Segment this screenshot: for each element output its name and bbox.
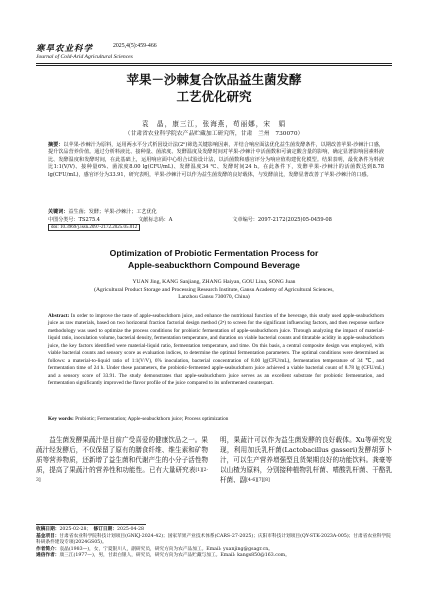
revised-label: 修订日期： — [93, 527, 117, 532]
abstract-en-text: In order to improve the taste of apple-seabuckthorn juice, and enhance the nutritional function of the beverage, this study used apple-seabuckthorn juice as raw materials, based on two horizontal fraction factorial design method (2ⁿ) to screen for the significant influencing factors, and then response surface methodology was used to optimize the process conditions for probiotic fermentation of apple-seabuckthorn juice. Through analyzing the impact of material-liquid ratio, inoculation volume, bacterial density, fermentation temperature, and duration on viable bacterial counts and titratable acidity in apple-seabuckthorn juice, the key factors identified were material-liquid ratio, fermentation temperature, and time. On this basis, a central composite design was employed, with viable bacterial counts and sensory score as evaluation indices, to determine the optimal fermentation parameters. The optimal conditions were determined as follows: a material-to-liquid ratio of 1:1(V/V), 6% inoculation, bacterial concentration of 8.00 lg(CFU/mL), fermentation temperature of 34 ℃, and fermentation time of 24 h. Under these parameters, the probiotic-fermented apple-seabuckthorn juice achieved a viable bacterial count of 8.78 lg (CFU/mL) and a sensory score of 33.91. The study demonstrates that apple-seabuckthorn juice serves as an excellent substrate for probiotic fermentation, and fermentation significantly improved the flavor profile of the juice compared to its unfermented counterpart. — [48, 313, 385, 387]
keywords-en-label: Key words: — [48, 416, 74, 422]
clc-value: TS275.4 — [78, 217, 101, 223]
citation-ref[interactable]: [8] — [263, 477, 270, 483]
doc-value: A — [168, 217, 173, 223]
header-rule-thin — [36, 65, 392, 66]
journal-name-en: Journal of Cold-Arid Agricultural Sciences — [36, 54, 133, 60]
footnote-corresponding — [36, 553, 392, 560]
abstract-cn — [48, 142, 384, 179]
authors-en: YUAN Jing, KANG Sanjiang, ZHANG Haiyan, GOU Lina, SONG Juan — [132, 279, 296, 285]
revised-date: 2025-04-28 — [116, 527, 145, 532]
body-column-right — [220, 436, 392, 486]
journal-volume-info: 2025,4(5):459-466 — [113, 43, 157, 49]
keywords-cn-text: 益生菌；发酵；苹果-沙棘汁；工艺优化 — [68, 209, 157, 215]
citation-ref[interactable]: [4-6] — [246, 477, 257, 483]
author-bio-text: 袁晶(1983—)，女，宁夏银川人，副研究员，研究方向为农产品加工。Email: yuanjing@gsagr.cn。 — [59, 546, 273, 552]
journal-name-cn: 寒旱农业科学 — [36, 44, 94, 54]
clc-label: 中图分类号： — [48, 217, 79, 223]
affiliation-cn: （甘肃省农业科学院农产品贮藏加工研究所，甘肃 兰州 730070） — [124, 131, 304, 137]
footnote-fund — [36, 534, 392, 547]
abstract-cn-text: 以苹果-沙棘汁为原料，运用两水平分式析因设计法(2ⁿ)筛选关键影响因素，并结合响应面法优化益生菌发酵条件，以期改善苹果-沙棘汁口感，提升饮品营养价值。通过分析料液比、接种量、菌浓度、发酵温度及发酵时间对苹果-沙棘汁中活菌数和可滴定酸含量的影响，确定显著影响因素料液比、发酵温度和发酵时间，在此基础上，运用响应面中心组合试验设计法，以活菌数和感官评分为响应值构建优化模型。结果表明，最优条件为料液比1:1(V/V)、接种量6%、菌浓度8.00 lg(CFU/mL)、发酵温度34 ℃、发酵时间24 h。在此条件下，发酵苹果-沙棘汁的活菌数达到8.78 lg(CFU/mL)，感官评分为33.91，研究表明，苹果-沙棘汁可以作为益生菌发酵的良好载体，与发酵前比，发酵显著改善了苹果-沙棘汁的口感。 — [48, 142, 384, 178]
header-rule — [36, 63, 392, 64]
title-en-line1: Optimization of Probiotic Fermentation Process for — [109, 248, 319, 258]
doc-label: 文献标志码： — [138, 217, 169, 223]
body-column-left — [36, 436, 208, 486]
article-label: 文章编号： — [232, 217, 258, 223]
abstract-cn-label: 摘要： — [48, 142, 64, 148]
footnote-rule — [36, 524, 146, 525]
body-left-text: 益生菌发酵果蔬汁是目前广受喜爱的健康饮品之一。果蔬汁经发酵后，不仅保留了原有的膳食纤维、维生素和矿物质等营养物质，还新增了益生菌和代谢产生的小分子活性物质，提高了果蔬汁的营养性和功能性。已有大量研究表 — [36, 436, 208, 474]
body-right-text: 明，果蔬汁可以作为益生菌发酵的良好载体。Xu等研究发现，利用加氏乳杆菌(Lactobacillus gasseri)发酵胡萝卜汁，可以生产营养增强型且货架期良好的功能饮料。龚豪等以山楂为原料，分别接种植物乳杆菌、嗜酸乳杆菌、干酪乳杆菌、副 — [220, 436, 392, 484]
title-cn — [36, 71, 392, 105]
corresponding-label: 通信作者： — [36, 553, 60, 559]
footnotes — [36, 527, 392, 560]
classification-row — [48, 216, 384, 223]
title-en — [36, 248, 392, 271]
affiliation-en-line2: Lanzhou Gansu 730070, China) — [178, 294, 250, 301]
received-label: 收稿日期： — [36, 527, 60, 532]
authors-cn: 袁 晶，康三江，张海燕，苟丽娜，宋 娟 — [141, 120, 287, 128]
keywords-en — [48, 416, 384, 422]
fund-label: 基金项目： — [36, 533, 60, 539]
keywords-cn — [48, 208, 384, 215]
title-en-line2: Apple-seabuckthorn Compound Beverage — [128, 259, 300, 270]
body-paragraph — [220, 436, 392, 486]
title-cn-line2: 工艺优化研究 — [176, 89, 252, 104]
received-date: 2025-02-28； — [59, 527, 89, 532]
abstract-en-label: Abstract: — [48, 313, 70, 319]
affiliation-en-line1: (Agricultural Product Storage and Processing Research Institute, Gansu Academy of Agricultural Sciences, — [94, 287, 334, 293]
doi-box[interactable]: doi: 10.3969/j.issn.2097-2172.2025.05.012 — [48, 224, 140, 231]
citation-ref[interactable]: [7] — [256, 477, 264, 483]
fund-text: 甘肃省农业科学院科技计划项目(GNKJ-2024-42)；国家苹果产业技术体系(CARS-27-2025)；庆阳市科技计划项目(QY-STK-2023A-005)；甘肃省农业科学院科研条件建设专项(2024GS05)。 — [36, 533, 391, 546]
article-value: 2097-2172(2025)05-0459-08 — [257, 217, 332, 223]
citation-ref[interactable]: [1] — [195, 467, 202, 473]
author-bio-label: 作者简介： — [36, 546, 60, 552]
title-cn-line1: 苹果－沙棘复合饮品益生菌发酵 — [126, 72, 302, 87]
keywords-cn-label: 关键词： — [48, 209, 69, 215]
footnote-dates — [36, 527, 392, 534]
citation-ref[interactable]: [2-3] — [36, 467, 208, 483]
keywords-en-text: Probiotic; Fermentation; Apple-seabuckthorn juice; Process optimization — [75, 416, 229, 422]
body-paragraph — [36, 436, 208, 486]
affiliation-en — [36, 287, 392, 302]
corresponding-text: 康三江(1977—)，男，甘肃白银人，研究员，研究方向为农产品贮藏与加工。Email: kangs850@163.com。 — [59, 553, 290, 559]
abstract-en — [48, 313, 384, 388]
